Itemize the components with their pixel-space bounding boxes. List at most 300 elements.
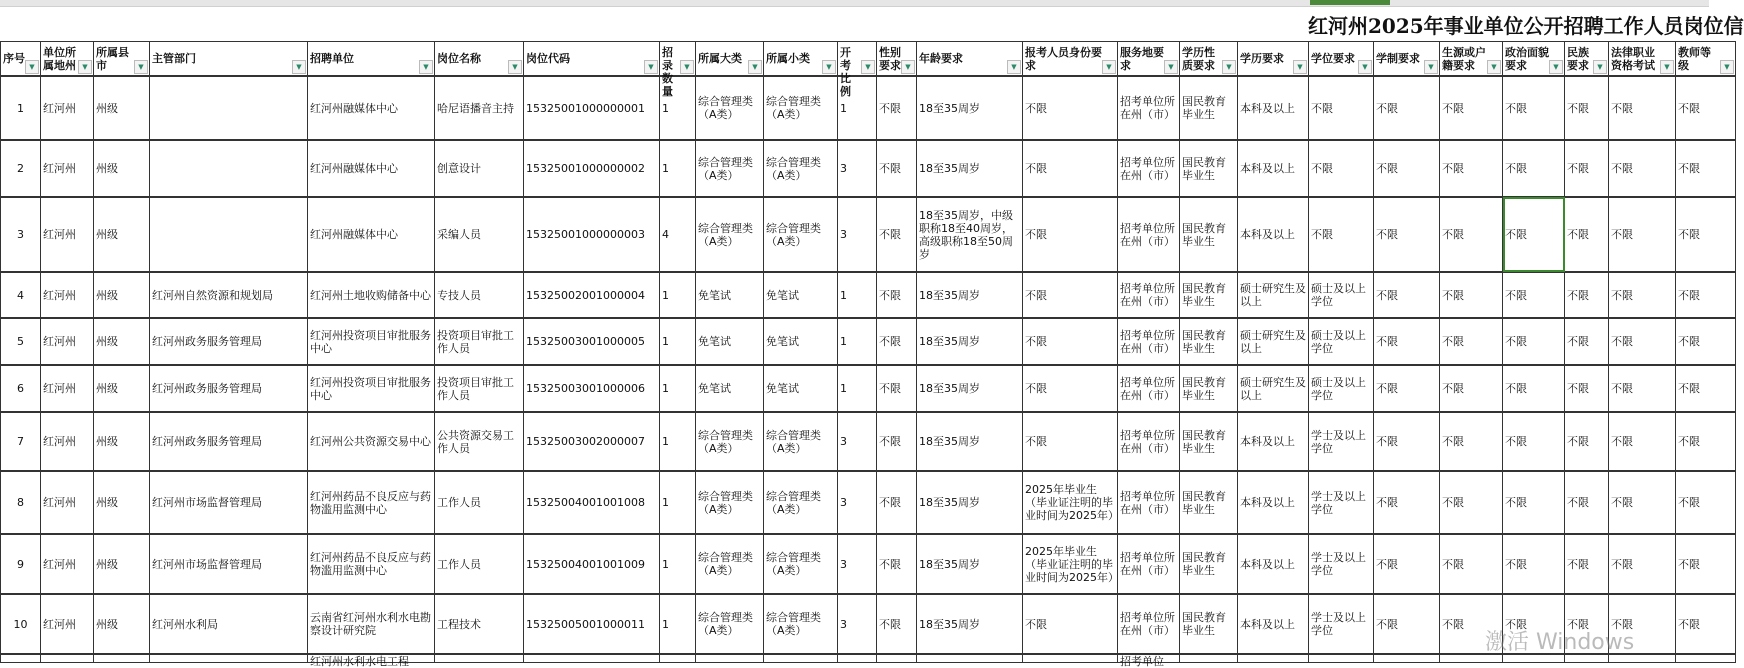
cell-law-cert[interactable]: 不限 — [1609, 594, 1676, 654]
cell-department[interactable]: 红河州自然资源和规划局 — [150, 272, 308, 318]
cell-origin[interactable]: 不限 — [1440, 197, 1503, 272]
cell-service-area[interactable]: 招考单位所在州（市） — [1118, 197, 1180, 272]
cell-schooling[interactable]: 不限 — [1374, 197, 1440, 272]
cell-education-type[interactable]: 国民教育毕业生 — [1180, 594, 1238, 654]
cell-gender[interactable]: 不限 — [877, 318, 917, 365]
cell-quota[interactable]: 1 — [660, 76, 696, 140]
cell-position[interactable]: 哈尼语播音主持 — [435, 76, 524, 140]
cell-text — [1678, 655, 1733, 661]
cell-seq[interactable]: 9 — [1, 534, 41, 594]
filter-dropdown-icon[interactable]: ▼ — [25, 60, 39, 74]
cell-position-code[interactable]: 15325001000000002 — [524, 140, 660, 197]
cell-region[interactable]: 红河州 — [41, 471, 94, 534]
cell-schooling[interactable]: 不限 — [1374, 594, 1440, 654]
cell-minor-category[interactable]: 综合管理类（A类） — [764, 471, 838, 534]
cell-identity[interactable]: 2025年毕业生（毕业证注明的毕业时间为2025年） — [1023, 471, 1118, 534]
cell-exam-ratio[interactable]: 1 — [838, 318, 877, 365]
cell-position[interactable]: 采编人员 — [435, 197, 524, 272]
cell-major-category[interactable]: 免笔试 — [696, 318, 764, 365]
cell-teacher-level[interactable]: 不限 — [1676, 365, 1736, 412]
filter-dropdown-icon[interactable]: ▼ — [748, 60, 762, 74]
cell-major-category[interactable]: 综合管理类（A类） — [696, 76, 764, 140]
cell-quota[interactable]: 1 — [660, 318, 696, 365]
cell-education[interactable]: 本科及以上 — [1238, 534, 1309, 594]
cell-schooling[interactable]: 不限 — [1374, 272, 1440, 318]
cell-quota[interactable]: 1 — [660, 140, 696, 197]
cell-position-code[interactable]: 15325003001000006 — [524, 365, 660, 412]
filter-dropdown-icon[interactable]: ▼ — [1424, 60, 1438, 74]
cell-position-code[interactable]: 15325005001000011 — [524, 594, 660, 654]
cell-service-area[interactable]: 招考单位所在州（市） — [1118, 534, 1180, 594]
cell-ethnicity[interactable]: 不限 — [1565, 272, 1609, 318]
filter-dropdown-icon[interactable]: ▼ — [419, 60, 433, 74]
header-minor-category — [764, 42, 838, 77]
cell-ethnicity[interactable]: 不限 — [1565, 140, 1609, 197]
cell-county[interactable]: 州级 — [94, 272, 150, 318]
cell-service-area[interactable]: 招考单位所在州（市） — [1118, 140, 1180, 197]
cell-seq[interactable]: 8 — [1, 471, 41, 534]
cell-county[interactable]: 州级 — [94, 471, 150, 534]
cell-major-category[interactable]: 综合管理类（A类） — [696, 140, 764, 197]
cell-origin[interactable]: 不限 — [1440, 365, 1503, 412]
cell-teacher-level[interactable]: 不限 — [1676, 272, 1736, 318]
cell-gender[interactable]: 不限 — [877, 594, 917, 654]
cell-text — [919, 655, 1020, 661]
cell-quota[interactable] — [660, 654, 696, 662]
filter-dropdown-icon[interactable]: ▼ — [1660, 60, 1674, 74]
cell-exam-ratio[interactable] — [838, 654, 877, 662]
cell-region[interactable]: 红河州 — [41, 318, 94, 365]
table-row — [1, 197, 1736, 272]
cell-schooling[interactable]: 不限 — [1374, 412, 1440, 471]
cell-gender[interactable] — [877, 654, 917, 662]
cell-origin[interactable]: 不限 — [1440, 76, 1503, 140]
cell-law-cert[interactable]: 不限 — [1609, 197, 1676, 272]
cell-employer[interactable]: 红河州药品不良反应与药物滥用监测中心 — [308, 471, 435, 534]
cell-seq[interactable]: 1 — [1, 76, 41, 140]
cell-region[interactable]: 红河州 — [41, 197, 94, 272]
cell-teacher-level[interactable]: 不限 — [1676, 471, 1736, 534]
cell-minor-category[interactable]: 免笔试 — [764, 318, 838, 365]
cell-origin[interactable]: 不限 — [1440, 534, 1503, 594]
cell-education[interactable]: 硕士研究生及以上 — [1238, 272, 1309, 318]
cell-age[interactable]: 18至35周岁 — [917, 272, 1023, 318]
cell-political[interactable]: 不限 — [1503, 594, 1565, 654]
cell-law-cert[interactable]: 不限 — [1609, 365, 1676, 412]
cell-position[interactable]: 创意设计 — [435, 140, 524, 197]
filter-dropdown-icon[interactable]: ▼ — [1358, 60, 1372, 74]
cell-gender[interactable]: 不限 — [877, 471, 917, 534]
cell-exam-ratio[interactable]: 3 — [838, 471, 877, 534]
cell-quota[interactable]: 1 — [660, 365, 696, 412]
cell-major-category[interactable]: 综合管理类（A类） — [696, 412, 764, 471]
cell-education-type[interactable]: 国民教育毕业生 — [1180, 365, 1238, 412]
cell-major-category[interactable]: 综合管理类（A类） — [696, 534, 764, 594]
filter-dropdown-icon[interactable]: ▼ — [1102, 60, 1116, 74]
cell-exam-ratio[interactable]: 3 — [838, 534, 877, 594]
cell-law-cert[interactable]: 不限 — [1609, 412, 1676, 471]
filter-dropdown-icon[interactable]: ▼ — [901, 60, 915, 74]
cell-political[interactable]: 不限 — [1503, 272, 1565, 318]
cell-teacher-level[interactable]: 不限 — [1676, 197, 1736, 272]
cell-education-type[interactable]: 国民教育毕业生 — [1180, 471, 1238, 534]
cell-gender[interactable]: 不限 — [877, 76, 917, 140]
cell-employer[interactable]: 红河州融媒体中心 — [308, 140, 435, 197]
cell-region[interactable]: 红河州 — [41, 594, 94, 654]
filter-dropdown-icon[interactable]: ▼ — [1549, 60, 1563, 74]
cell-service-area[interactable]: 招考单位所在州（市） — [1118, 272, 1180, 318]
cell-employer[interactable] — [308, 654, 435, 668]
cell-position-code[interactable] — [524, 654, 660, 662]
cell-text — [437, 655, 521, 661]
cell-minor-category[interactable]: 综合管理类（A类） — [764, 594, 838, 654]
cell-identity[interactable]: 不限 — [1023, 197, 1118, 272]
cell-county[interactable]: 州级 — [94, 534, 150, 594]
cell-minor-category[interactable]: 综合管理类（A类） — [764, 76, 838, 140]
cell-region[interactable]: 红河州 — [41, 412, 94, 471]
cell-gender[interactable]: 不限 — [877, 140, 917, 197]
cell-education-type[interactable]: 国民教育毕业生 — [1180, 318, 1238, 365]
cell-county[interactable] — [94, 654, 150, 662]
cell-teacher-level[interactable] — [1676, 654, 1736, 662]
header-label: 学位要求 — [1311, 52, 1355, 65]
cell-exam-ratio[interactable]: 3 — [838, 594, 877, 654]
cell-ethnicity[interactable]: 不限 — [1565, 365, 1609, 412]
cell-degree[interactable]: 硕士及以上学位 — [1309, 365, 1374, 412]
filter-dropdown-icon[interactable]: ▼ — [292, 60, 306, 74]
formula-bar-area — [0, 0, 1709, 7]
cell-gender[interactable]: 不限 — [877, 197, 917, 272]
cell-department[interactable] — [150, 654, 308, 662]
cell-position[interactable]: 工程技术 — [435, 594, 524, 654]
cell-employer[interactable]: 红河州投资项目审批服务中心 — [308, 365, 435, 412]
cell-ethnicity[interactable]: 不限 — [1565, 471, 1609, 534]
cell-minor-category[interactable]: 综合管理类（A类） — [764, 534, 838, 594]
cell-schooling[interactable]: 不限 — [1374, 140, 1440, 197]
cell-county[interactable]: 州级 — [94, 197, 150, 272]
cell-major-category[interactable] — [696, 654, 764, 662]
cell-education[interactable] — [1238, 654, 1309, 662]
cell-exam-ratio[interactable]: 3 — [838, 197, 877, 272]
cell-identity[interactable]: 不限 — [1023, 412, 1118, 471]
header-county — [94, 42, 150, 77]
cell-position-code[interactable]: 15325001000000003 — [524, 197, 660, 272]
cell-region[interactable] — [41, 654, 94, 662]
cell-minor-category[interactable]: 综合管理类（A类） — [764, 140, 838, 197]
cell-law-cert[interactable]: 不限 — [1609, 272, 1676, 318]
cell-minor-category[interactable] — [764, 654, 838, 662]
header-label: 所属县市 — [96, 45, 129, 72]
cell-position[interactable]: 投资项目审批工作人员 — [435, 318, 524, 365]
cell-employer[interactable]: 红河州融媒体中心 — [308, 197, 435, 272]
cell-education[interactable]: 硕士研究生及以上 — [1238, 318, 1309, 365]
cell-ethnicity[interactable]: 不限 — [1565, 412, 1609, 471]
cell-degree[interactable] — [1309, 654, 1374, 662]
filter-dropdown-icon[interactable]: ▼ — [1593, 60, 1607, 74]
filter-dropdown-icon[interactable]: ▼ — [680, 60, 694, 74]
cell-service-area[interactable]: 招考单位所在州（市） — [1118, 76, 1180, 140]
cell-education[interactable]: 本科及以上 — [1238, 471, 1309, 534]
spreadsheet-grid[interactable] — [0, 41, 1730, 668]
cell-law-cert[interactable]: 不限 — [1609, 534, 1676, 594]
cell-origin[interactable]: 不限 — [1440, 272, 1503, 318]
cell-position[interactable]: 公共资源交易工作人员 — [435, 412, 524, 471]
cell-degree[interactable]: 不限 — [1309, 197, 1374, 272]
cell-employer[interactable]: 红河州融媒体中心 — [308, 76, 435, 140]
cell-seq[interactable]: 6 — [1, 365, 41, 412]
cell-political[interactable]: 不限 — [1503, 412, 1565, 471]
filter-dropdown-icon[interactable]: ▼ — [1293, 60, 1307, 74]
cell-identity[interactable]: 2025年毕业生（毕业证注明的毕业时间为2025年） — [1023, 534, 1118, 594]
cell-gender[interactable]: 不限 — [877, 412, 917, 471]
cell-degree[interactable]: 不限 — [1309, 76, 1374, 140]
cell-department[interactable] — [150, 76, 308, 140]
cell-identity[interactable]: 不限 — [1023, 140, 1118, 197]
cell-major-category[interactable]: 免笔试 — [696, 365, 764, 412]
cell-quota[interactable]: 1 — [660, 272, 696, 318]
cell-degree[interactable]: 学士及以上学位 — [1309, 471, 1374, 534]
filter-dropdown-icon[interactable]: ▼ — [1007, 60, 1021, 74]
cell-origin[interactable]: 不限 — [1440, 318, 1503, 365]
cell-quota[interactable]: 1 — [660, 594, 696, 654]
cell-county[interactable]: 州级 — [94, 76, 150, 140]
cell-political[interactable]: 不限 — [1503, 471, 1565, 534]
cell-service-area[interactable]: 招考单位所在州（市） — [1118, 412, 1180, 471]
cell-ethnicity[interactable]: 不限 — [1565, 197, 1609, 272]
cell-education-type[interactable]: 国民教育毕业生 — [1180, 412, 1238, 471]
cell-schooling[interactable]: 不限 — [1374, 76, 1440, 140]
cell-identity[interactable]: 不限 — [1023, 318, 1118, 365]
cell-exam-ratio[interactable]: 1 — [838, 365, 877, 412]
cell-degree[interactable]: 硕士及以上学位 — [1309, 318, 1374, 365]
cell-quota[interactable]: 4 — [660, 197, 696, 272]
cell-teacher-level[interactable]: 不限 — [1676, 318, 1736, 365]
cell-identity[interactable]: 不限 — [1023, 594, 1118, 654]
cell-education-type[interactable] — [1180, 654, 1238, 662]
cell-department[interactable]: 红河州政务服务管理局 — [150, 318, 308, 365]
cell-degree[interactable]: 不限 — [1309, 140, 1374, 197]
cell-age[interactable]: 18至35周岁 — [917, 76, 1023, 140]
cell-major-category[interactable]: 综合管理类（A类） — [696, 197, 764, 272]
cell-teacher-level[interactable]: 不限 — [1676, 412, 1736, 471]
cell-county[interactable]: 州级 — [94, 318, 150, 365]
cell-law-cert[interactable]: 不限 — [1609, 471, 1676, 534]
cell-quota[interactable]: 1 — [660, 471, 696, 534]
cell-region[interactable]: 红河州 — [41, 140, 94, 197]
header-law-cert — [1609, 42, 1676, 77]
cell-education-type[interactable]: 国民教育毕业生 — [1180, 76, 1238, 140]
cell-political[interactable]: 不限 — [1503, 365, 1565, 412]
cell-teacher-level[interactable]: 不限 — [1676, 76, 1736, 140]
cell-county[interactable]: 州级 — [94, 412, 150, 471]
cell-employer[interactable]: 红河州药品不良反应与药物滥用监测中心 — [308, 534, 435, 594]
cell-department[interactable]: 红河州市场监督管理局 — [150, 471, 308, 534]
cell-county[interactable]: 州级 — [94, 594, 150, 654]
cell-ethnicity[interactable]: 不限 — [1565, 594, 1609, 654]
cell-exam-ratio[interactable]: 3 — [838, 140, 877, 197]
header-schooling — [1374, 42, 1440, 77]
cell-employer[interactable]: 红河州公共资源交易中心 — [308, 412, 435, 471]
filter-dropdown-icon[interactable]: ▼ — [508, 60, 522, 74]
cell-region[interactable]: 红河州 — [41, 534, 94, 594]
cell-employer[interactable]: 红河州土地收购储备中心 — [308, 272, 435, 318]
filter-dropdown-icon[interactable]: ▼ — [1720, 60, 1734, 74]
cell-education-type[interactable]: 国民教育毕业生 — [1180, 140, 1238, 197]
cell-law-cert[interactable]: 不限 — [1609, 318, 1676, 365]
cell-service-area[interactable]: 招考单位所在州（市） — [1118, 365, 1180, 412]
cell-seq[interactable]: 5 — [1, 318, 41, 365]
cell-ethnicity[interactable]: 不限 — [1565, 534, 1609, 594]
cell-age[interactable] — [917, 654, 1023, 662]
cell-ethnicity[interactable]: 不限 — [1565, 76, 1609, 140]
cell-age[interactable]: 18至35周岁 — [917, 534, 1023, 594]
cell-service-area[interactable]: 招考单位所在州（市） — [1118, 594, 1180, 654]
cell-age[interactable]: 18至35周岁 — [917, 140, 1023, 197]
cell-employer[interactable]: 云南省红河州水利水电勘察设计研究院 — [308, 594, 435, 654]
cell-schooling[interactable]: 不限 — [1374, 365, 1440, 412]
cell-position-code[interactable]: 15325001000000001 — [524, 76, 660, 140]
cell-degree[interactable]: 硕士及以上学位 — [1309, 272, 1374, 318]
cell-seq[interactable]: 3 — [1, 197, 41, 272]
filter-dropdown-icon[interactable]: ▼ — [822, 60, 836, 74]
cell-exam-ratio[interactable]: 1 — [838, 272, 877, 318]
cell-education-type[interactable]: 国民教育毕业生 — [1180, 272, 1238, 318]
cell-education[interactable]: 本科及以上 — [1238, 412, 1309, 471]
filter-dropdown-icon[interactable]: ▼ — [861, 60, 875, 74]
cell-seq[interactable]: 10 — [1, 594, 41, 654]
cell-origin[interactable]: 不限 — [1440, 412, 1503, 471]
cell-schooling[interactable]: 不限 — [1374, 534, 1440, 594]
cell-age[interactable]: 18至35周岁 — [917, 471, 1023, 534]
cell-service-area[interactable] — [1118, 654, 1180, 668]
cell-position-code[interactable]: 15325002001000004 — [524, 272, 660, 318]
filter-dropdown-icon[interactable]: ▼ — [1487, 60, 1501, 74]
filter-dropdown-icon[interactable]: ▼ — [644, 60, 658, 74]
cell-county[interactable]: 州级 — [94, 365, 150, 412]
cell-identity[interactable]: 不限 — [1023, 365, 1118, 412]
cell-degree[interactable]: 学士及以上学位 — [1309, 534, 1374, 594]
cell-gender[interactable]: 不限 — [877, 534, 917, 594]
cell-law-cert[interactable]: 不限 — [1609, 76, 1676, 140]
cell-education-type[interactable]: 国民教育毕业生 — [1180, 534, 1238, 594]
cell-department[interactable] — [150, 140, 308, 197]
cell-county[interactable]: 州级 — [94, 140, 150, 197]
cell-position-code[interactable]: 15325003001000005 — [524, 318, 660, 365]
cell-exam-ratio[interactable]: 1 — [838, 76, 877, 140]
cell-position-code[interactable]: 15325004001001008 — [524, 471, 660, 534]
cell-law-cert[interactable]: 不限 — [1609, 140, 1676, 197]
cell-quota[interactable]: 1 — [660, 412, 696, 471]
cell-minor-category[interactable]: 免笔试 — [764, 365, 838, 412]
cell-region[interactable]: 红河州 — [41, 272, 94, 318]
cell-identity[interactable]: 不限 — [1023, 272, 1118, 318]
cell-department[interactable]: 红河州政务服务管理局 — [150, 365, 308, 412]
cell-position[interactable] — [435, 654, 524, 662]
cell-gender[interactable]: 不限 — [877, 365, 917, 412]
cell-schooling[interactable]: 不限 — [1374, 471, 1440, 534]
cell-political[interactable]: 不限 — [1503, 197, 1565, 272]
cell-exam-ratio[interactable]: 3 — [838, 412, 877, 471]
cell-political[interactable]: 不限 — [1503, 76, 1565, 140]
cell-ethnicity[interactable]: 不限 — [1565, 318, 1609, 365]
cell-age[interactable]: 18至35周岁 — [917, 412, 1023, 471]
cell-minor-category[interactable]: 综合管理类（A类） — [764, 197, 838, 272]
cell-position[interactable]: 专技人员 — [435, 272, 524, 318]
cell-department[interactable]: 红河州水利局 — [150, 594, 308, 654]
cell-identity[interactable] — [1023, 654, 1118, 662]
cell-department[interactable] — [150, 197, 308, 272]
cell-position[interactable]: 投资项目审批工作人员 — [435, 365, 524, 412]
cell-schooling[interactable]: 不限 — [1374, 318, 1440, 365]
cell-identity[interactable]: 不限 — [1023, 76, 1118, 140]
cell-political[interactable]: 不限 — [1503, 318, 1565, 365]
cell-age[interactable]: 18至35周岁，中级职称18至40周岁，高级职称18至50周岁 — [917, 197, 1023, 272]
cell-education[interactable]: 本科及以上 — [1238, 197, 1309, 272]
cell-quota[interactable]: 1 — [660, 534, 696, 594]
cell-employer[interactable]: 红河州投资项目审批服务中心 — [308, 318, 435, 365]
cell-schooling[interactable] — [1374, 654, 1440, 662]
header-major-category — [696, 42, 764, 77]
header-label: 所属大类 — [698, 52, 742, 65]
cell-service-area[interactable]: 招考单位所在州（市） — [1118, 471, 1180, 534]
cell-text — [879, 655, 914, 661]
cell-education[interactable]: 硕士研究生及以上 — [1238, 365, 1309, 412]
cell-education[interactable]: 本科及以上 — [1238, 140, 1309, 197]
cell-position[interactable]: 工作人员 — [435, 534, 524, 594]
cell-major-category[interactable]: 综合管理类（A类） — [696, 594, 764, 654]
cell-position-code[interactable]: 15325004001001009 — [524, 534, 660, 594]
cell-education[interactable]: 本科及以上 — [1238, 594, 1309, 654]
cell-teacher-level[interactable]: 不限 — [1676, 594, 1736, 654]
cell-degree[interactable]: 学士及以上学位 — [1309, 594, 1374, 654]
active-tab-indicator[interactable] — [1310, 0, 1390, 5]
cell-major-category[interactable]: 免笔试 — [696, 272, 764, 318]
cell-teacher-level[interactable]: 不限 — [1676, 534, 1736, 594]
cell-major-category[interactable]: 综合管理类（A类） — [696, 471, 764, 534]
filter-dropdown-icon[interactable]: ▼ — [1164, 60, 1178, 74]
cell-origin[interactable]: 不限 — [1440, 140, 1503, 197]
cell-region[interactable]: 红河州 — [41, 365, 94, 412]
filter-dropdown-icon[interactable]: ▼ — [1222, 60, 1236, 74]
cell-age[interactable]: 18至35周岁 — [917, 594, 1023, 654]
cell-political[interactable]: 不限 — [1503, 140, 1565, 197]
cell-origin[interactable]: 不限 — [1440, 594, 1503, 654]
filter-dropdown-icon[interactable]: ▼ — [134, 60, 148, 74]
filter-dropdown-icon[interactable]: ▼ — [78, 60, 92, 74]
cell-position-code[interactable]: 15325003002000007 — [524, 412, 660, 471]
cell-region[interactable]: 红河州 — [41, 76, 94, 140]
cell-seq[interactable] — [1, 654, 41, 662]
cell-political[interactable]: 不限 — [1503, 534, 1565, 594]
cell-seq[interactable]: 4 — [1, 272, 41, 318]
cell-gender[interactable]: 不限 — [877, 272, 917, 318]
cell-education[interactable]: 本科及以上 — [1238, 76, 1309, 140]
cell-minor-category[interactable]: 综合管理类（A类） — [764, 412, 838, 471]
cell-age[interactable]: 18至35周岁 — [917, 365, 1023, 412]
cell-service-area[interactable]: 招考单位所在州（市） — [1118, 318, 1180, 365]
cell-degree[interactable]: 学士及以上学位 — [1309, 412, 1374, 471]
cell-age[interactable]: 18至35周岁 — [917, 318, 1023, 365]
cell-department[interactable]: 红河州政务服务管理局 — [150, 412, 308, 471]
cell-department[interactable]: 红河州市场监督管理局 — [150, 534, 308, 594]
cell-minor-category[interactable]: 免笔试 — [764, 272, 838, 318]
cell-seq[interactable]: 7 — [1, 412, 41, 471]
cell-education-type[interactable]: 国民教育毕业生 — [1180, 197, 1238, 272]
cell-teacher-level[interactable]: 不限 — [1676, 140, 1736, 197]
cell-position[interactable]: 工作人员 — [435, 471, 524, 534]
cell-origin[interactable]: 不限 — [1440, 471, 1503, 534]
cell-seq[interactable]: 2 — [1, 140, 41, 197]
